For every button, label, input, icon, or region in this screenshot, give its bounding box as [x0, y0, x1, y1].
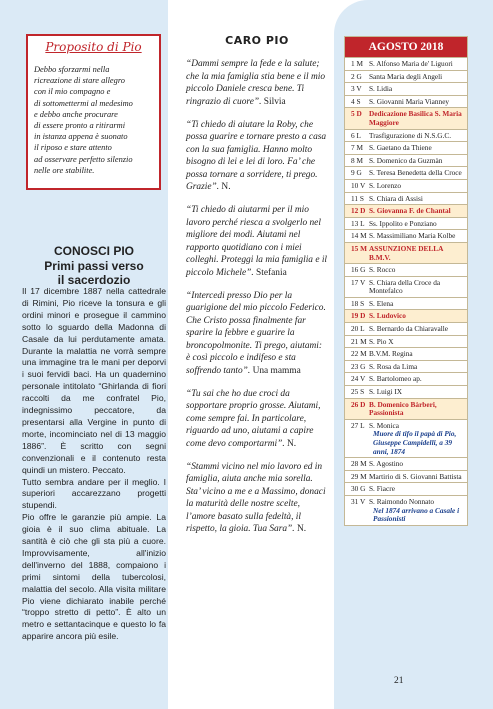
calendar-saint-name: S. Giovanna F. de Chantal — [369, 206, 451, 216]
letter-text: “Ti chiedo di aiutare la Roby, che possa guarire e tornare presto a casa con la sua famiglia. Hanno molto bisogno di lei e lei di loro. Fa’ che possa tornare a sorridere, ti prego. Grazie”. — [186, 119, 327, 192]
calendar-day: 5 D — [351, 109, 362, 119]
letter-text: “Intercedi presso Dio per la guarigione del mio piccolo Federico. Che Cristo possa finalmente far sparire la febbre e guarire la broncopolmonite. Ti prego, aiutami: è così piccolo e indifeso e sta soffrendo tanto”. — [186, 290, 326, 376]
calendar-day: 8 M — [351, 155, 363, 165]
calendar-saint — [369, 230, 467, 242]
calendar-row — [345, 297, 467, 310]
calendar-saint-name: Dedicazione Basilica S. Maria Maggiore — [369, 109, 462, 127]
calendar-saint — [369, 310, 467, 322]
letter — [186, 461, 328, 536]
calendar-day: 30 G — [351, 484, 366, 494]
calendar-saint-name: S. Domenico da Guzmàn — [369, 155, 443, 165]
letter — [186, 119, 328, 194]
calendar-saint-name: S. Lorenzo — [369, 180, 402, 190]
calendar-row — [345, 419, 467, 457]
conosci-subtitle-line1: Primi passi verso — [44, 258, 144, 273]
calendar-saint — [369, 386, 467, 398]
calendar-saint — [369, 180, 467, 192]
calendar-note: Muore di tifo il papà di Pio, Giuseppe Campidelli, a 39 anni, 1874 — [373, 429, 457, 456]
calendar-day: 26 D — [351, 399, 366, 409]
calendar-row — [345, 398, 467, 419]
calendar-saint — [369, 496, 467, 525]
calendar-day: 28 M — [351, 459, 367, 469]
calendar-row — [345, 217, 467, 230]
proposito-line: in istanza appena è suonato — [34, 132, 128, 142]
conosci-title: CONOSCI PIO — [53, 244, 134, 258]
calendar-row — [345, 154, 467, 167]
calendar-day: 13 L — [351, 218, 365, 228]
calendar-saint — [369, 193, 467, 205]
letter-signature: Una mamma — [252, 365, 301, 376]
calendar-saint — [369, 155, 467, 167]
calendar-day: 21 M — [351, 336, 367, 346]
calendar-saint — [369, 71, 467, 83]
calendar-saint-name: S. Luigi IX — [369, 387, 403, 397]
calendar-row — [345, 263, 467, 276]
calendar-saint — [369, 96, 467, 108]
calendar-day: 2 G — [351, 71, 362, 81]
calendar-saint-name: S. Ludovico — [369, 311, 406, 321]
calendar-row — [345, 82, 467, 95]
calendar-row — [345, 360, 467, 373]
calendar-saint-name: S. Gaetano da Thiene — [369, 143, 432, 153]
letter-signature: Silvia — [263, 96, 286, 107]
calendar-saint-name: S. Teresa Benedetta della Croce — [369, 168, 462, 178]
calendar-saint — [369, 323, 467, 335]
calendar-day: 22 M — [351, 349, 367, 359]
calendar-day: 24 V — [351, 374, 366, 384]
conosci-paragraph: Il 17 dicembre 1887 nella cattedrale di Rimini, Pio riceve la tonsura e gli ordini minori e prosegue il cammino sotto lo sguardo della Madonna di Casale da lui perdutamente amata. Durante la malattia ne vorrà sempre una immagine tra le mani per deporvi i suoi fervidi baci. Ha un quadernino personale intitolato “Ghirlanda di fiori raccolti da me confratel Pio, indegnissimo peccatore, da presentarsi alla Vergine in punto di morte, incominciato nel di 13 maggio 1886”. È scritto con segni convenzionali e il contenuto resta quindi un mistero. Peccato. — [22, 286, 166, 475]
calendar-saint-name: B. Domenico Bàrberi, Passionista — [369, 399, 437, 418]
proposito-line: di essere pronto a ritirarmi — [34, 121, 126, 131]
calendar-saint — [369, 348, 467, 360]
proposito-line: il riposo e stare attento — [34, 143, 112, 153]
proposito-line: ad osservare perfetto silenzio — [34, 154, 133, 164]
calendar-saint — [369, 130, 467, 142]
letter — [186, 58, 328, 108]
calendar-day: 9 G — [351, 168, 362, 178]
calendar-saint-name: S. Rocco — [369, 265, 396, 275]
conosci-paragraph: Pio offre le garanzie più ampie. La gioia è il suo clima abituale. La santità è ciò che gli sta più a cuore. Improvvisamente, all'inizio dell'inverno del 1888, compaiono i primi sintomi della tubercolosi, malattia del secolo. Alla visita militare Pio viene dichiarato inabile perché “troppo stretto di petto”. È alto un metro e settantacinque e questo lo fa apparire ancora più esile. — [22, 512, 166, 642]
proposito-box — [26, 34, 161, 190]
calendar-saint-name: S. Raimondo Nonnato — [369, 496, 435, 506]
conosci-paragraph: Tutto sembra andare per il meglio. I superiori accarezzano progetti stupendi. — [22, 476, 166, 511]
letter-signature: N. — [296, 524, 307, 534]
calendar-day: 27 L — [351, 420, 365, 430]
calendar-row — [345, 335, 467, 348]
conosci-subtitle-line2: il sacerdozio — [57, 273, 131, 287]
calendar-saint-name: S. Pio X — [369, 336, 394, 346]
calendar-saint — [369, 471, 467, 483]
calendar-saint — [369, 361, 467, 373]
calendar-day: 17 V — [351, 277, 366, 287]
calendar-day: 11 S — [351, 193, 364, 203]
calendar-row — [345, 482, 467, 495]
calendar-row — [345, 385, 467, 398]
calendar-saint-name: Santa Maria degli Angeli — [369, 71, 443, 81]
calendar-day: 23 G — [351, 361, 366, 371]
calendar-saint-name: S. Chiara della Croce da Montefalco — [369, 277, 441, 296]
calendar-row — [345, 309, 467, 322]
calendar-day: 1 M — [351, 59, 363, 68]
calendar-saint — [369, 483, 467, 495]
proposito-line: di sottomettermi al medesimo — [34, 98, 133, 108]
calendar-row — [345, 229, 467, 242]
calendar-saint — [369, 264, 467, 276]
calendar-saint — [369, 58, 467, 70]
calendar-saint-name: ASSUNZIONE DELLA B.M.V. — [369, 243, 444, 262]
calendar-row — [345, 495, 467, 525]
calendar-note: Nel 1874 arrivano a Casale i Passionisti — [373, 505, 460, 524]
calendar-row — [345, 322, 467, 335]
calendar-day: 7 M — [351, 143, 363, 153]
calendar-saint — [369, 142, 467, 154]
calendar-saint-name: S. Bernardo da Chiaravalle — [369, 324, 449, 334]
calendar-row — [345, 166, 467, 179]
proposito-line: nelle ore stabilite. — [34, 165, 95, 175]
calendar-day: 15 M — [351, 243, 368, 253]
calendar-saint-name: S. Giovanni Maria Vianney — [369, 96, 450, 106]
calendar-saint — [369, 336, 467, 348]
letter — [186, 290, 328, 378]
calendar-row — [345, 192, 467, 205]
calendar-row — [345, 347, 467, 360]
caro-pio-column — [186, 34, 328, 546]
calendar-saint-name: Ss. Ippolito e Ponziano — [369, 218, 437, 228]
page-number: 21 — [394, 676, 404, 686]
calendar-row — [345, 179, 467, 192]
conosci-body — [22, 286, 166, 643]
letter-signature: N. — [221, 182, 231, 192]
calendar-saint — [369, 205, 467, 217]
letter-signature: N. — [287, 438, 297, 449]
calendar-saint-name: S. Alfonso Maria de' Liguori — [369, 59, 453, 68]
calendar-saint — [369, 167, 467, 179]
calendar-saint-name: S. Agostino — [369, 459, 404, 469]
calendar-saint-name: Trasfigurazione di N.S.G.C. — [369, 130, 452, 140]
calendar-row — [345, 70, 467, 83]
proposito-line: ricreazione di stare allegro — [34, 76, 125, 86]
calendar-saint-name: S. Massimiliano Maria Kolbe — [369, 231, 456, 241]
calendar-saint-name: S. Lidia — [369, 84, 393, 94]
calendar-table — [344, 36, 468, 526]
calendar-saint-name: S. Elena — [369, 298, 394, 308]
calendar-saint-name: B.V.M. Regina — [369, 349, 413, 359]
proposito-line: Debbo sforzarmi nella — [34, 65, 110, 74]
calendar-saint — [369, 458, 467, 470]
calendar-saint — [369, 108, 467, 128]
calendar-day: 25 S — [351, 387, 365, 397]
calendar-day: 12 D — [351, 206, 366, 216]
calendar-saint-name: Martirio di S. Giovanni Battista — [369, 471, 462, 481]
conosci-pio-heading — [22, 244, 166, 288]
calendar-row — [345, 107, 467, 128]
calendar-row — [345, 95, 467, 108]
calendar-saint — [369, 218, 467, 230]
calendar-row — [345, 204, 467, 217]
calendar-saint — [369, 277, 467, 297]
calendar-day: 16 G — [351, 265, 366, 275]
calendar-title: AGOSTO 2018 — [345, 37, 467, 57]
calendar-saint — [369, 373, 467, 385]
letter — [186, 204, 328, 279]
calendar-row — [345, 141, 467, 154]
letter-signature: Stefania — [256, 267, 287, 278]
calendar-day: 20 L — [351, 324, 365, 334]
calendar-saint — [369, 298, 467, 310]
calendar-row — [345, 470, 467, 483]
calendar-day: 6 L — [351, 130, 361, 140]
letter — [186, 388, 328, 451]
calendar-day: 19 D — [351, 311, 366, 321]
calendar-rows — [345, 57, 467, 525]
calendar-day: 4 S — [351, 96, 361, 106]
calendar-day: 3 V — [351, 84, 362, 94]
calendar-saint-name: S. Monica — [369, 420, 399, 430]
calendar-day: 29 M — [351, 471, 367, 481]
calendar-row — [345, 242, 467, 263]
calendar-day: 18 S — [351, 298, 365, 308]
calendar-row — [345, 129, 467, 142]
calendar-row — [345, 457, 467, 470]
letter-text: “Stammi vicino nel mio lavoro ed in famiglia, aiuta anche mia sorella. Sta’ vicino a me e a Massimo, donaci la maturità delle nostre scelte, l’amore basato sulla fedeltà, il rispetto, la gioia. Tua Sara”. — [186, 461, 326, 534]
letter-text: “Tu sai che ho due croci da sopportare proprio grosse. Aiutami, come sempre fai. In particolare, riguardo ad uno, aiutami a capire come devo comportarmi”. — [186, 388, 321, 449]
calendar-day: 10 V — [351, 180, 366, 190]
calendar-saint — [369, 83, 467, 95]
proposito-line: con il mio compagno e — [34, 87, 111, 97]
letter-text: “Ti chiedo di aiutarmi per il mio lavoro perché riesca a svolgerlo nel migliore dei modi. Aiutami nel rapporto quotidiano con i miei colleghi. Proteggi la mia famiglia e il piccolo Michele”. — [186, 205, 328, 278]
proposito-line: e debbo anche procurare — [34, 109, 118, 119]
calendar-saint-name: S. Bartolomeo ap. — [369, 374, 422, 384]
calendar-saint — [369, 420, 467, 457]
proposito-title: Proposito di Pio — [45, 40, 142, 54]
calendar-saint-name: S. Rosa da Lima — [369, 361, 418, 371]
calendar-saint-name: S. Chiara di Assisi — [369, 193, 423, 203]
letter-text: “Dammi sempre la fede e la salute; che la mia famiglia stia bene e il mio piccolo Daniele cresca bene. Ti ringrazio di cuore”. — [186, 59, 326, 107]
calendar-day: 31 V — [351, 496, 366, 506]
calendar-saint — [369, 243, 467, 263]
calendar-day: 14 M — [351, 231, 367, 241]
calendar-saint — [369, 399, 467, 419]
calendar-row — [345, 57, 467, 70]
calendar-saint-name: S. Fiacre — [369, 484, 395, 494]
proposito-text — [34, 64, 153, 176]
caro-pio-title: CARO PIO — [225, 34, 289, 47]
calendar-row — [345, 276, 467, 297]
calendar-row — [345, 372, 467, 385]
